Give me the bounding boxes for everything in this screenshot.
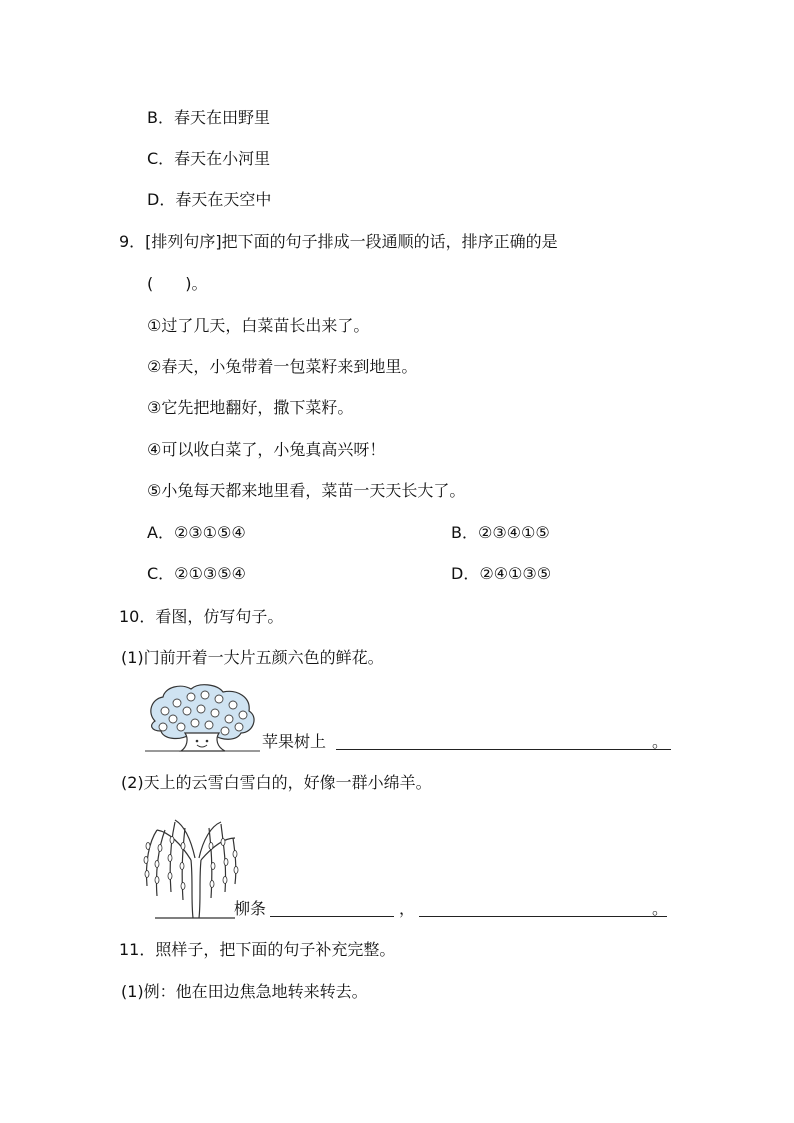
q9-option-b: B．②③④①⑤ — [451, 523, 550, 542]
q10-part2-answer-blank-2[interactable] — [419, 916, 647, 917]
q9-option-d: D．②④①③⑤ — [451, 564, 552, 583]
q8-option-c: C．春天在小河里 — [147, 149, 271, 168]
apple-tree-icon — [145, 683, 260, 753]
q10-part2-underline-tail — [647, 916, 667, 917]
q9-sentence-5: ⑤小兔每天都来地里看，菜苗一天天长大了。 — [147, 481, 466, 500]
q9-sentence-1: ①过了几天，白菜苗长出来了。 — [147, 316, 370, 335]
q9-sentence-4: ④可以收白菜了，小兔真高兴呀！ — [147, 440, 386, 459]
q10-part2-end: 。 — [652, 899, 669, 918]
q9-sentence-3: ③它先把地翻好，撒下菜籽。 — [147, 398, 354, 417]
q10-part2-comma: ， — [399, 899, 416, 918]
q9-option-a: A．②③①⑤④ — [147, 523, 246, 542]
q9-answer-paren: ( )。 — [147, 274, 208, 293]
q8-option-d: D．春天在天空中 — [147, 190, 272, 209]
q10-part2-prompt: (2)天上的云雪白雪白的，好像一群小绵羊。 — [121, 773, 432, 792]
q11-stem: 11．照样子，把下面的句子补充完整。 — [119, 940, 396, 959]
q9-stem: 9．[排列句序]把下面的句子排成一段通顺的话，排序正确的是 — [119, 232, 558, 251]
q10-part1-underline-tail — [645, 749, 671, 750]
q10-part1-end: 。 — [652, 732, 669, 751]
q10-part1-answer-blank[interactable] — [336, 749, 645, 750]
q9-sentence-2: ②春天，小兔带着一包菜籽来到地里。 — [147, 357, 418, 376]
willow-tree-icon — [135, 816, 240, 920]
q9-option-c: C．②①③⑤④ — [147, 564, 246, 583]
q10-part2-lead: 柳条 — [234, 899, 267, 918]
q8-option-b: B．春天在田野里 — [147, 108, 270, 127]
q10-part1-lead: 苹果树上 — [262, 732, 327, 751]
q11-example: (1)例：他在田边焦急地转来转去。 — [121, 982, 368, 1001]
q10-part1-prompt: (1)门前开着一大片五颜六色的鲜花。 — [121, 648, 384, 667]
q10-part2-answer-blank-1[interactable] — [270, 916, 394, 917]
q10-stem: 10．看图，仿写句子。 — [119, 607, 284, 626]
